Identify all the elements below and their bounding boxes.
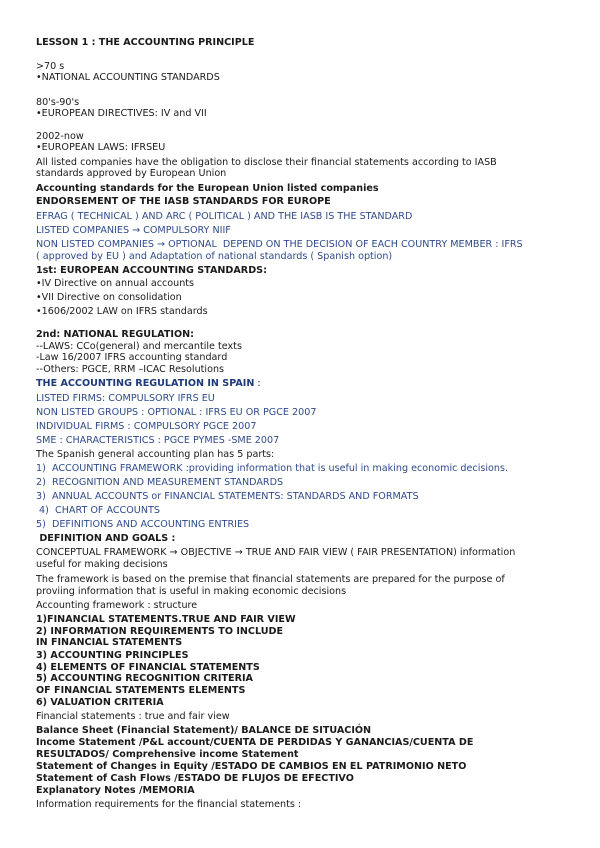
statement-item: Explanatory Notes /MEMORIA xyxy=(36,785,195,796)
list-item: 1) ACCOUNTING FRAMEWORK :providing information that is useful in making economic decisions. xyxy=(36,463,509,474)
text-line: SME : CHARACTERISTICS : PGCE PYMES -SME 2007 xyxy=(36,435,280,446)
section-heading: ENDORSEMENT OF THE IASB STANDARDS FOR EUROPE xyxy=(36,196,331,207)
text-line: LISTED FIRMS: COMPULSORY IFRS EU xyxy=(36,393,215,404)
list-item: 4) CHART OF ACCOUNTS xyxy=(36,505,160,516)
bullet-item: •IV Directive on annual accounts xyxy=(36,278,195,289)
bullet-item: •1606/2002 LAW on IFRS standards xyxy=(36,306,208,317)
text-line: EFRAG ( TECHNICAL ) AND ARC ( POLITICAL ) AND THE IASB IS THE STANDARD xyxy=(36,211,413,222)
list-item: 4) ELEMENTS OF FINANCIAL STATEMENTS xyxy=(36,662,260,673)
text-line: LISTED COMPANIES → COMPULSORY NIIF xyxy=(36,225,231,236)
text-line: --Others: PGCE, RRM –ICAC Resolutions xyxy=(36,364,225,375)
statement-item: Statement of Cash Flows /ESTADO DE FLUJOS DE EFECTIVO xyxy=(36,773,354,784)
list-item: 3) ACCOUNTING PRINCIPLES xyxy=(36,650,189,661)
page-title: LESSON 1 : THE ACCOUNTING PRINCIPLE xyxy=(36,37,255,48)
section-heading xyxy=(36,378,261,389)
text-line: proviing information that is useful in making economic decisions xyxy=(36,586,347,597)
text-line: ( approved by EU ) and Adaptation of national standards ( Spanish option) xyxy=(36,251,393,262)
text-line: NON LISTED COMPANIES → OPTIONAL DEPEND ON THE DECISION OF EACH COUNTRY MEMBER : IFRS xyxy=(36,239,523,250)
text-line: NON LISTED GROUPS : OPTIONAL : IFRS EU OR PGCE 2007 xyxy=(36,407,317,418)
period-2-label: 80's-90's xyxy=(36,97,80,108)
list-item: 1)FINANCIAL STATEMENTS.TRUE AND FAIR VIEW xyxy=(36,614,296,625)
spain-heading-colon: : xyxy=(254,378,261,389)
text-line: Financial statements : true and fair view xyxy=(36,711,230,722)
section-heading: Accounting standards for the European Union listed companies xyxy=(36,183,379,194)
list-item: 2) INFORMATION REQUIREMENTS TO INCLUDE xyxy=(36,626,284,637)
period-2-item: •EUROPEAN DIRECTIVES: IV and VII xyxy=(36,108,207,119)
list-item: OF FINANCIAL STATEMENTS ELEMENTS xyxy=(36,685,246,696)
text-line: CONCEPTUAL FRAMEWORK → OBJECTIVE → TRUE AND FAIR VIEW ( FAIR PRESENTATION) information xyxy=(36,547,516,558)
paragraph-line: All listed companies have the obligation to disclose their financial statements according to IASB xyxy=(36,157,497,168)
statement-item: Balance Sheet (Financial Statement)/ BALANCE DE SITUACIÓN xyxy=(36,725,372,736)
list-item: 5) DEFINITIONS AND ACCOUNTING ENTRIES xyxy=(36,519,250,530)
period-3-label: 2002-now xyxy=(36,131,84,142)
list-item: 5) ACCOUNTING RECOGNITION CRITERIA xyxy=(36,673,253,684)
statement-item: RESULTADOS/ Comprehensive income Statement xyxy=(36,749,299,760)
statement-item: Statement of Changes in Equity /ESTADO DE CAMBIOS EN EL PATRIMONIO NETO xyxy=(36,761,467,772)
list-item: 2) RECOGNITION AND MEASUREMENT STANDARDS xyxy=(36,477,284,488)
text-line: --LAWS: CCo(general) and mercantile texts xyxy=(36,341,242,352)
text-line: The Spanish general accounting plan has 5 parts: xyxy=(36,449,275,460)
period-1-label: >70 s xyxy=(36,61,65,72)
text-line: Information requirements for the financial statements : xyxy=(36,799,302,810)
text-line: INDIVIDUAL FIRMS : COMPULSORY PGCE 2007 xyxy=(36,421,257,432)
text-line: useful for making decisions xyxy=(36,559,168,570)
spain-heading: THE ACCOUNTING REGULATION IN SPAIN xyxy=(36,378,255,389)
section-heading: 2nd: NATIONAL REGULATION: xyxy=(36,329,194,340)
text-line: The framework is based on the premise that financial statements are prepared for the purpose of xyxy=(36,574,505,585)
list-item: 6) VALUATION CRITERIA xyxy=(36,697,164,708)
section-heading: DEFINITION AND GOALS : xyxy=(36,533,176,544)
list-item: 3) ANNUAL ACCOUNTS or FINANCIAL STATEMENTS: STANDARDS AND FORMATS xyxy=(36,491,419,502)
text-line: -Law 16/2007 IFRS accounting standard xyxy=(36,352,228,363)
period-3-item: •EUROPEAN LAWS: IFRSEU xyxy=(36,142,166,153)
statement-item: Income Statement /P&L account/CUENTA DE PERDIDAS Y GANANCIAS/CUENTA DE xyxy=(36,737,474,748)
paragraph-line: standards approved by European Union xyxy=(36,168,227,179)
period-1-item: •NATIONAL ACCOUNTING STANDARDS xyxy=(36,72,220,83)
text-line: Accounting framework : structure xyxy=(36,600,198,611)
bullet-item: •VII Directive on consolidation xyxy=(36,292,182,303)
section-heading: 1st: EUROPEAN ACCOUNTING STANDARDS: xyxy=(36,265,267,276)
list-item: IN FINANCIAL STATEMENTS xyxy=(36,637,183,648)
